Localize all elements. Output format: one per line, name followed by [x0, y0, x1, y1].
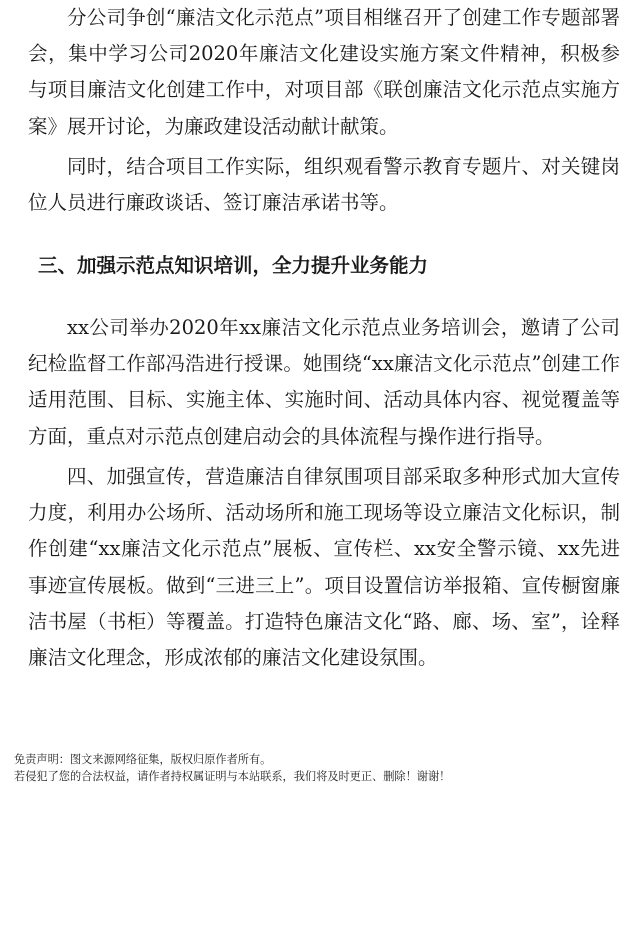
- section-heading-training: 三、加强示范点知识培训，全力提升业务能力: [38, 254, 429, 277]
- paragraph-warning-education: 同时，结合项目工作实际，组织观看警示教育专题片、对关键岗位人员进行廉政谈话、签订廉洁承诺书等。: [28, 155, 620, 215]
- paragraph-training-session: xx公司举办2020年xx廉洁文化示范点业务培训会，邀请了公司纪检监督工作部冯浩进行授课。她围绕“xx廉洁文化示范点”创建工作适用范围、目标、实施主体、实施时间、活动具体内容、视觉覆盖等方面，重点对示范点创建启动会的具体流程与操作进行指导。: [28, 316, 620, 448]
- disclaimer-line-2: 若侵犯了您的合法权益，请作者持权属证明与本站联系，我们将及时更正、删除！谢谢！: [14, 770, 451, 783]
- paragraph-publicity: 四、加强宣传，营造廉洁自律氛围项目部采取多种形式加大宣传力度，利用办公场所、活动场所和施工现场等设立廉洁文化标识，制作创建“xx廉洁文化示范点”展板、宣传栏、xx安全警示镜、xx先进事迹宣传展板。做到“三进三上”。项目设置信访举报箱、宣传橱窗廉洁书屋（书柜）等覆盖。打造特色廉洁文化“路、廊、场、室”，诠释廉洁文化理念，形成浓郁的廉洁文化建设氛围。: [28, 465, 620, 670]
- paragraph-demonstration-site-meeting: 分公司争创“廉洁文化示范点”项目相继召开了创建工作专题部署会，集中学习公司2020年廉洁文化建设实施方案文件精神，积极参与项目廉洁文化创建工作中，对项目部《联创廉洁文化示范点实施方案》展开讨论，为廉政建设活动献计献策。: [28, 6, 620, 138]
- disclaimer: [14, 751, 450, 785]
- disclaimer-line-1: 免责声明：图文来源网络征集，版权归原作者所有。: [14, 753, 272, 766]
